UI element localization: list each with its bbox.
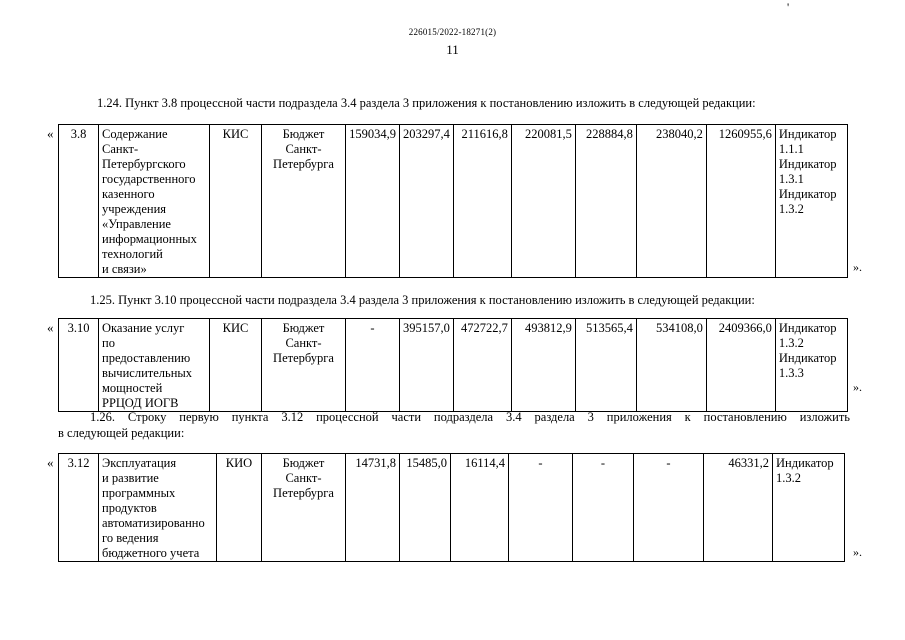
quote-open: « <box>47 455 54 470</box>
row-total: 46331,2 <box>704 454 773 562</box>
row-total: 2409366,0 <box>706 319 775 412</box>
row-value-1: 159034,9 <box>346 125 400 278</box>
row-name: Содержание Санкт- Петербургского государственного казенного учреждения «Управление информационных технологий и связи» <box>99 125 210 278</box>
page-number: 11 <box>446 42 459 57</box>
paragraph-1-26-line-2: в следующей редакции: <box>58 426 185 440</box>
row-source: Бюджет Санкт- Петербурга <box>262 125 346 278</box>
row-value-2: 203297,4 <box>400 125 454 278</box>
row-indicator: Индикатор 1.3.2 <box>773 454 845 562</box>
row-value-6: - <box>634 454 704 562</box>
row-value-4: 220081,5 <box>511 125 575 278</box>
row-value-5: - <box>573 454 634 562</box>
row-value-4: - <box>509 454 573 562</box>
row-executor: КИС <box>210 125 262 278</box>
paragraph-1-24: 1.24. Пункт 3.8 процессной части подраздела 3.4 раздела 3 приложения к постановлению изложить в следующей редакции: <box>97 96 756 110</box>
row-value-6: 238040,2 <box>636 125 706 278</box>
row-value-5: 513565,4 <box>575 319 636 412</box>
paragraph-1-25: 1.25. Пункт 3.10 процессной части подраздела 3.4 раздела 3 приложения к постановлению изложить в следующей редакции: <box>90 293 755 307</box>
quote-close: ». <box>853 260 862 274</box>
row-indicator: Индикатор 1.1.1 Индикатор 1.3.1 Индикатор 1.3.2 <box>775 125 847 278</box>
table-row-3-12 <box>58 453 845 562</box>
quote-open: « <box>47 126 54 141</box>
row-value-2: 395157,0 <box>400 319 454 412</box>
scan-mark: ' <box>787 0 790 14</box>
quote-close: ». <box>853 545 862 559</box>
row-executor: КИО <box>217 454 262 562</box>
row-value-6: 534108,0 <box>636 319 706 412</box>
row-number: 3.8 <box>59 125 99 278</box>
paragraph-1-26-line-1: 1.26. Строку первую пункта 3.12 процессной части подраздела 3.4 раздела 3 приложения к постановлению изложить <box>90 410 850 424</box>
row-value-1: 14731,8 <box>346 454 400 562</box>
table-row-3-8 <box>58 124 848 278</box>
row-name: Оказание услуг по предоставлению вычислительных мощностей РРЦОД ИОГВ <box>99 319 210 412</box>
row-name: Эксплуатация и развитие программных продуктов автоматизированно го ведения бюджетного учета <box>99 454 217 562</box>
row-source: Бюджет Санкт- Петербурга <box>262 454 346 562</box>
row-value-1: - <box>346 319 400 412</box>
table-row-3-10 <box>58 318 848 412</box>
row-value-4: 493812,9 <box>511 319 575 412</box>
paragraph-1-26 <box>58 409 850 441</box>
quote-open: « <box>47 320 54 335</box>
row-value-3: 211616,8 <box>453 125 511 278</box>
row-number: 3.12 <box>59 454 99 562</box>
quote-close: ». <box>853 380 862 394</box>
row-executor: КИС <box>210 319 262 412</box>
document-number: 226015/2022-18271(2) <box>408 27 497 37</box>
row-value-2: 15485,0 <box>400 454 451 562</box>
row-value-3: 472722,7 <box>453 319 511 412</box>
row-value-5: 228884,8 <box>575 125 636 278</box>
row-source: Бюджет Санкт- Петербурга <box>262 319 346 412</box>
row-number: 3.10 <box>59 319 99 412</box>
row-total: 1260955,6 <box>706 125 775 278</box>
row-indicator: Индикатор 1.3.2 Индикатор 1.3.3 <box>775 319 847 412</box>
row-value-3: 16114,4 <box>451 454 509 562</box>
